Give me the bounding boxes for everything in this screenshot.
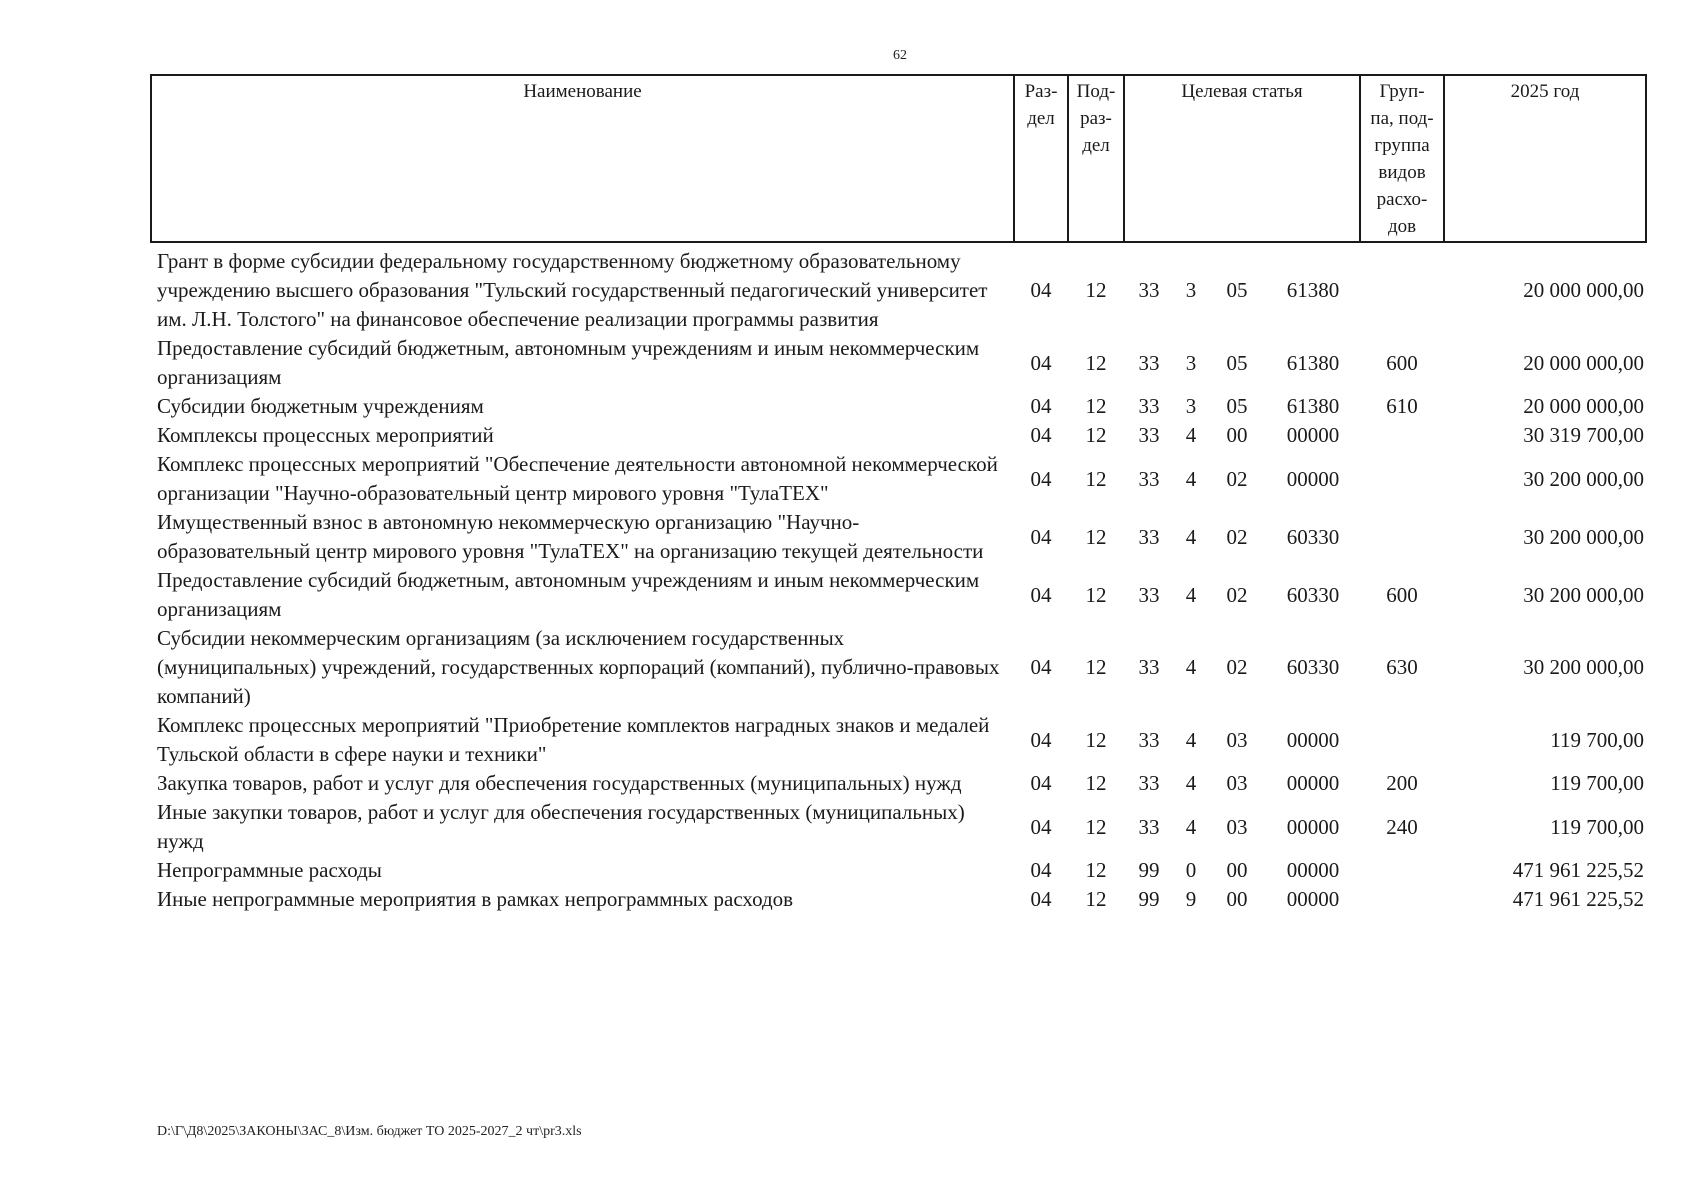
row-target-structure: 02	[1226, 524, 1248, 549]
row-target-program: 33	[1138, 278, 1160, 302]
row-name: Непрограммные расходы	[157, 858, 382, 882]
row-podrazdel: 12	[1085, 858, 1107, 882]
header-razdel: Раз- дел	[1014, 75, 1068, 242]
row-amount-2025: 20 000 000,00	[1523, 394, 1645, 418]
row-expense-group	[1360, 885, 1444, 914]
row-target-direction: 00000	[1286, 814, 1340, 839]
row-target-type: 4	[1185, 727, 1197, 752]
table-row	[151, 856, 1646, 885]
row-name: Иные закупки товаров, работ и услуг для обеспечения государственных (муниципальных) нужд	[157, 800, 965, 853]
row-name: Предоставление субсидий бюджетным, автономным учреждениям и иным некоммерческим организациям	[157, 568, 980, 621]
row-target-direction: 61380	[1286, 278, 1340, 302]
table-row	[151, 334, 1646, 392]
header-name: Наименование	[151, 75, 1014, 242]
row-amount-2025: 119 700,00	[1550, 771, 1645, 795]
row-name: Комплекс процессных мероприятий "Приобретение комплектов наградных знаков и медалей Тульской области в сфере науки и техники"	[157, 713, 990, 766]
page-number: 62	[893, 48, 907, 63]
row-target-structure: 05	[1226, 350, 1248, 375]
row-expense-group: 610	[1386, 394, 1418, 418]
row-target-direction: 00000	[1286, 858, 1340, 882]
row-expense-group	[1360, 711, 1444, 769]
row-target-program: 99	[1138, 858, 1160, 882]
row-target-type: 9	[1185, 887, 1197, 911]
row-target-direction: 00000	[1286, 887, 1340, 911]
row-target-structure: 00	[1226, 887, 1248, 911]
table-row	[151, 242, 1646, 334]
table-row	[151, 566, 1646, 624]
row-razdel: 04	[1030, 655, 1052, 679]
row-name: Комплекс процессных мероприятий "Обеспечение деятельности автономной некоммерческой организации "Научно-образовательный центр мирового уровня "ТулаТЕХ"	[157, 452, 998, 505]
row-target-direction: 00000	[1286, 727, 1340, 752]
row-target-structure: 00	[1226, 423, 1248, 447]
row-target-type: 4	[1185, 582, 1197, 607]
row-target-type: 4	[1185, 423, 1197, 447]
row-target-structure: 05	[1226, 394, 1248, 418]
table-row	[151, 421, 1646, 450]
row-target-type: 3	[1185, 394, 1197, 418]
row-expense-group	[1360, 242, 1444, 334]
row-target-direction: 00000	[1286, 466, 1340, 491]
row-expense-group	[1360, 421, 1444, 450]
table-row	[151, 769, 1646, 798]
row-razdel: 04	[1030, 394, 1052, 418]
row-target-program: 33	[1138, 814, 1160, 839]
row-razdel: 04	[1030, 278, 1052, 302]
row-target-structure: 02	[1226, 582, 1248, 607]
row-razdel: 04	[1030, 771, 1052, 795]
row-target-type: 4	[1185, 771, 1197, 795]
row-amount-2025: 30 200 000,00	[1523, 466, 1645, 491]
row-target-structure: 03	[1226, 727, 1248, 752]
row-name: Субсидии некоммерческим организациям (за исключением государственных (муниципальных) учреждений, государственных корпораций (компаний), публично-правовых компаний)	[157, 626, 1000, 708]
row-expense-group	[1360, 450, 1444, 508]
row-target-type: 3	[1185, 278, 1197, 302]
row-target-structure: 00	[1226, 858, 1248, 882]
table-row	[151, 624, 1646, 711]
row-razdel: 04	[1030, 858, 1052, 882]
row-amount-2025: 119 700,00	[1550, 814, 1645, 839]
row-target-type: 4	[1185, 466, 1197, 491]
row-name: Комплексы процессных мероприятий	[157, 423, 494, 447]
row-name: Грант в форме субсидии федеральному государственному бюджетному образовательному учреждению высшего образования "Тульский государственный педагогический университет им. Л.Н. Толстого" на финансовое обеспечение реализации программы развития	[157, 249, 988, 331]
table-row	[151, 798, 1646, 856]
row-razdel: 04	[1030, 350, 1052, 375]
row-amount-2025: 119 700,00	[1550, 727, 1645, 752]
row-razdel: 04	[1030, 814, 1052, 839]
row-target-structure: 05	[1226, 278, 1248, 302]
header-expense-group: Груп- па, под- группа видов расхо- дов	[1360, 75, 1444, 242]
row-target-direction: 60330	[1286, 582, 1340, 607]
row-name: Имущественный взнос в автономную некоммерческую организацию "Научно-образовательный центр мирового уровня "ТулаТЕХ" на организацию текущей деятельности	[157, 510, 984, 563]
table-body	[151, 242, 1646, 914]
row-amount-2025: 30 319 700,00	[1523, 423, 1645, 447]
row-amount-2025: 471 961 225,52	[1512, 887, 1645, 911]
row-razdel: 04	[1030, 887, 1052, 911]
row-target-program: 33	[1138, 727, 1160, 752]
row-target-program: 33	[1138, 524, 1160, 549]
row-target-program: 99	[1138, 887, 1160, 911]
header-target-article: Целевая статья	[1124, 75, 1360, 242]
row-amount-2025: 30 200 000,00	[1523, 655, 1645, 679]
row-target-structure: 02	[1226, 655, 1248, 679]
table-row	[151, 885, 1646, 914]
row-razdel: 04	[1030, 466, 1052, 491]
row-target-direction: 00000	[1286, 423, 1340, 447]
row-target-type: 4	[1185, 524, 1197, 549]
row-target-program: 33	[1138, 466, 1160, 491]
row-name: Субсидии бюджетным учреждениям	[157, 394, 484, 418]
row-target-program: 33	[1138, 655, 1160, 679]
row-target-type: 4	[1185, 814, 1197, 839]
row-target-direction: 61380	[1286, 394, 1340, 418]
row-podrazdel: 12	[1085, 582, 1107, 607]
row-podrazdel: 12	[1085, 466, 1107, 491]
row-target-program: 33	[1138, 350, 1160, 375]
row-name: Закупка товаров, работ и услуг для обеспечения государственных (муниципальных) нужд	[157, 771, 962, 795]
row-amount-2025: 30 200 000,00	[1523, 524, 1645, 549]
row-amount-2025: 20 000 000,00	[1523, 350, 1645, 375]
row-target-type: 4	[1185, 655, 1197, 679]
header-year-2025: 2025 год	[1444, 75, 1646, 242]
row-target-program: 33	[1138, 582, 1160, 607]
row-podrazdel: 12	[1085, 887, 1107, 911]
table-row	[151, 711, 1646, 769]
row-razdel: 04	[1030, 582, 1052, 607]
row-expense-group: 200	[1386, 771, 1418, 795]
row-podrazdel: 12	[1085, 423, 1107, 447]
row-expense-group	[1360, 508, 1444, 566]
row-target-type: 0	[1185, 858, 1197, 882]
row-amount-2025: 30 200 000,00	[1523, 582, 1645, 607]
header-podrazdel: Под- раз- дел	[1068, 75, 1124, 242]
table-row	[151, 450, 1646, 508]
row-podrazdel: 12	[1085, 278, 1107, 302]
row-podrazdel: 12	[1085, 771, 1107, 795]
row-amount-2025: 20 000 000,00	[1523, 278, 1645, 302]
row-name: Предоставление субсидий бюджетным, автономным учреждениям и иным некоммерческим организациям	[157, 336, 980, 389]
row-target-program: 33	[1138, 394, 1160, 418]
row-target-direction: 60330	[1286, 655, 1340, 679]
table-row	[151, 508, 1646, 566]
row-target-structure: 03	[1226, 771, 1248, 795]
row-podrazdel: 12	[1085, 814, 1107, 839]
row-expense-group	[1360, 856, 1444, 885]
row-target-direction: 00000	[1286, 771, 1340, 795]
row-podrazdel: 12	[1085, 394, 1107, 418]
row-expense-group: 600	[1386, 582, 1418, 607]
row-expense-group: 630	[1386, 655, 1418, 679]
row-podrazdel: 12	[1085, 655, 1107, 679]
row-target-program: 33	[1138, 423, 1160, 447]
table-header-row	[151, 75, 1646, 242]
row-podrazdel: 12	[1085, 350, 1107, 375]
row-razdel: 04	[1030, 423, 1052, 447]
row-amount-2025: 471 961 225,52	[1512, 858, 1645, 882]
row-target-program: 33	[1138, 771, 1160, 795]
row-target-direction: 60330	[1286, 524, 1340, 549]
budget-table	[150, 74, 1647, 914]
row-target-type: 3	[1185, 350, 1197, 375]
footer-file-path: D:\Г\Д8\2025\ЗАКОНЫ\ЗАС_8\Изм. бюджет ТО 2025-2027_2 чт\pr3.xls	[157, 1124, 582, 1139]
row-name: Иные непрограммные мероприятия в рамках непрограммных расходов	[157, 887, 794, 911]
row-expense-group: 240	[1386, 814, 1418, 839]
table-row	[151, 392, 1646, 421]
row-target-structure: 03	[1226, 814, 1248, 839]
row-target-structure: 02	[1226, 466, 1248, 491]
row-expense-group: 600	[1386, 350, 1418, 375]
row-razdel: 04	[1030, 727, 1052, 752]
row-razdel: 04	[1030, 524, 1052, 549]
row-podrazdel: 12	[1085, 727, 1107, 752]
row-podrazdel: 12	[1085, 524, 1107, 549]
row-target-direction: 61380	[1286, 350, 1340, 375]
